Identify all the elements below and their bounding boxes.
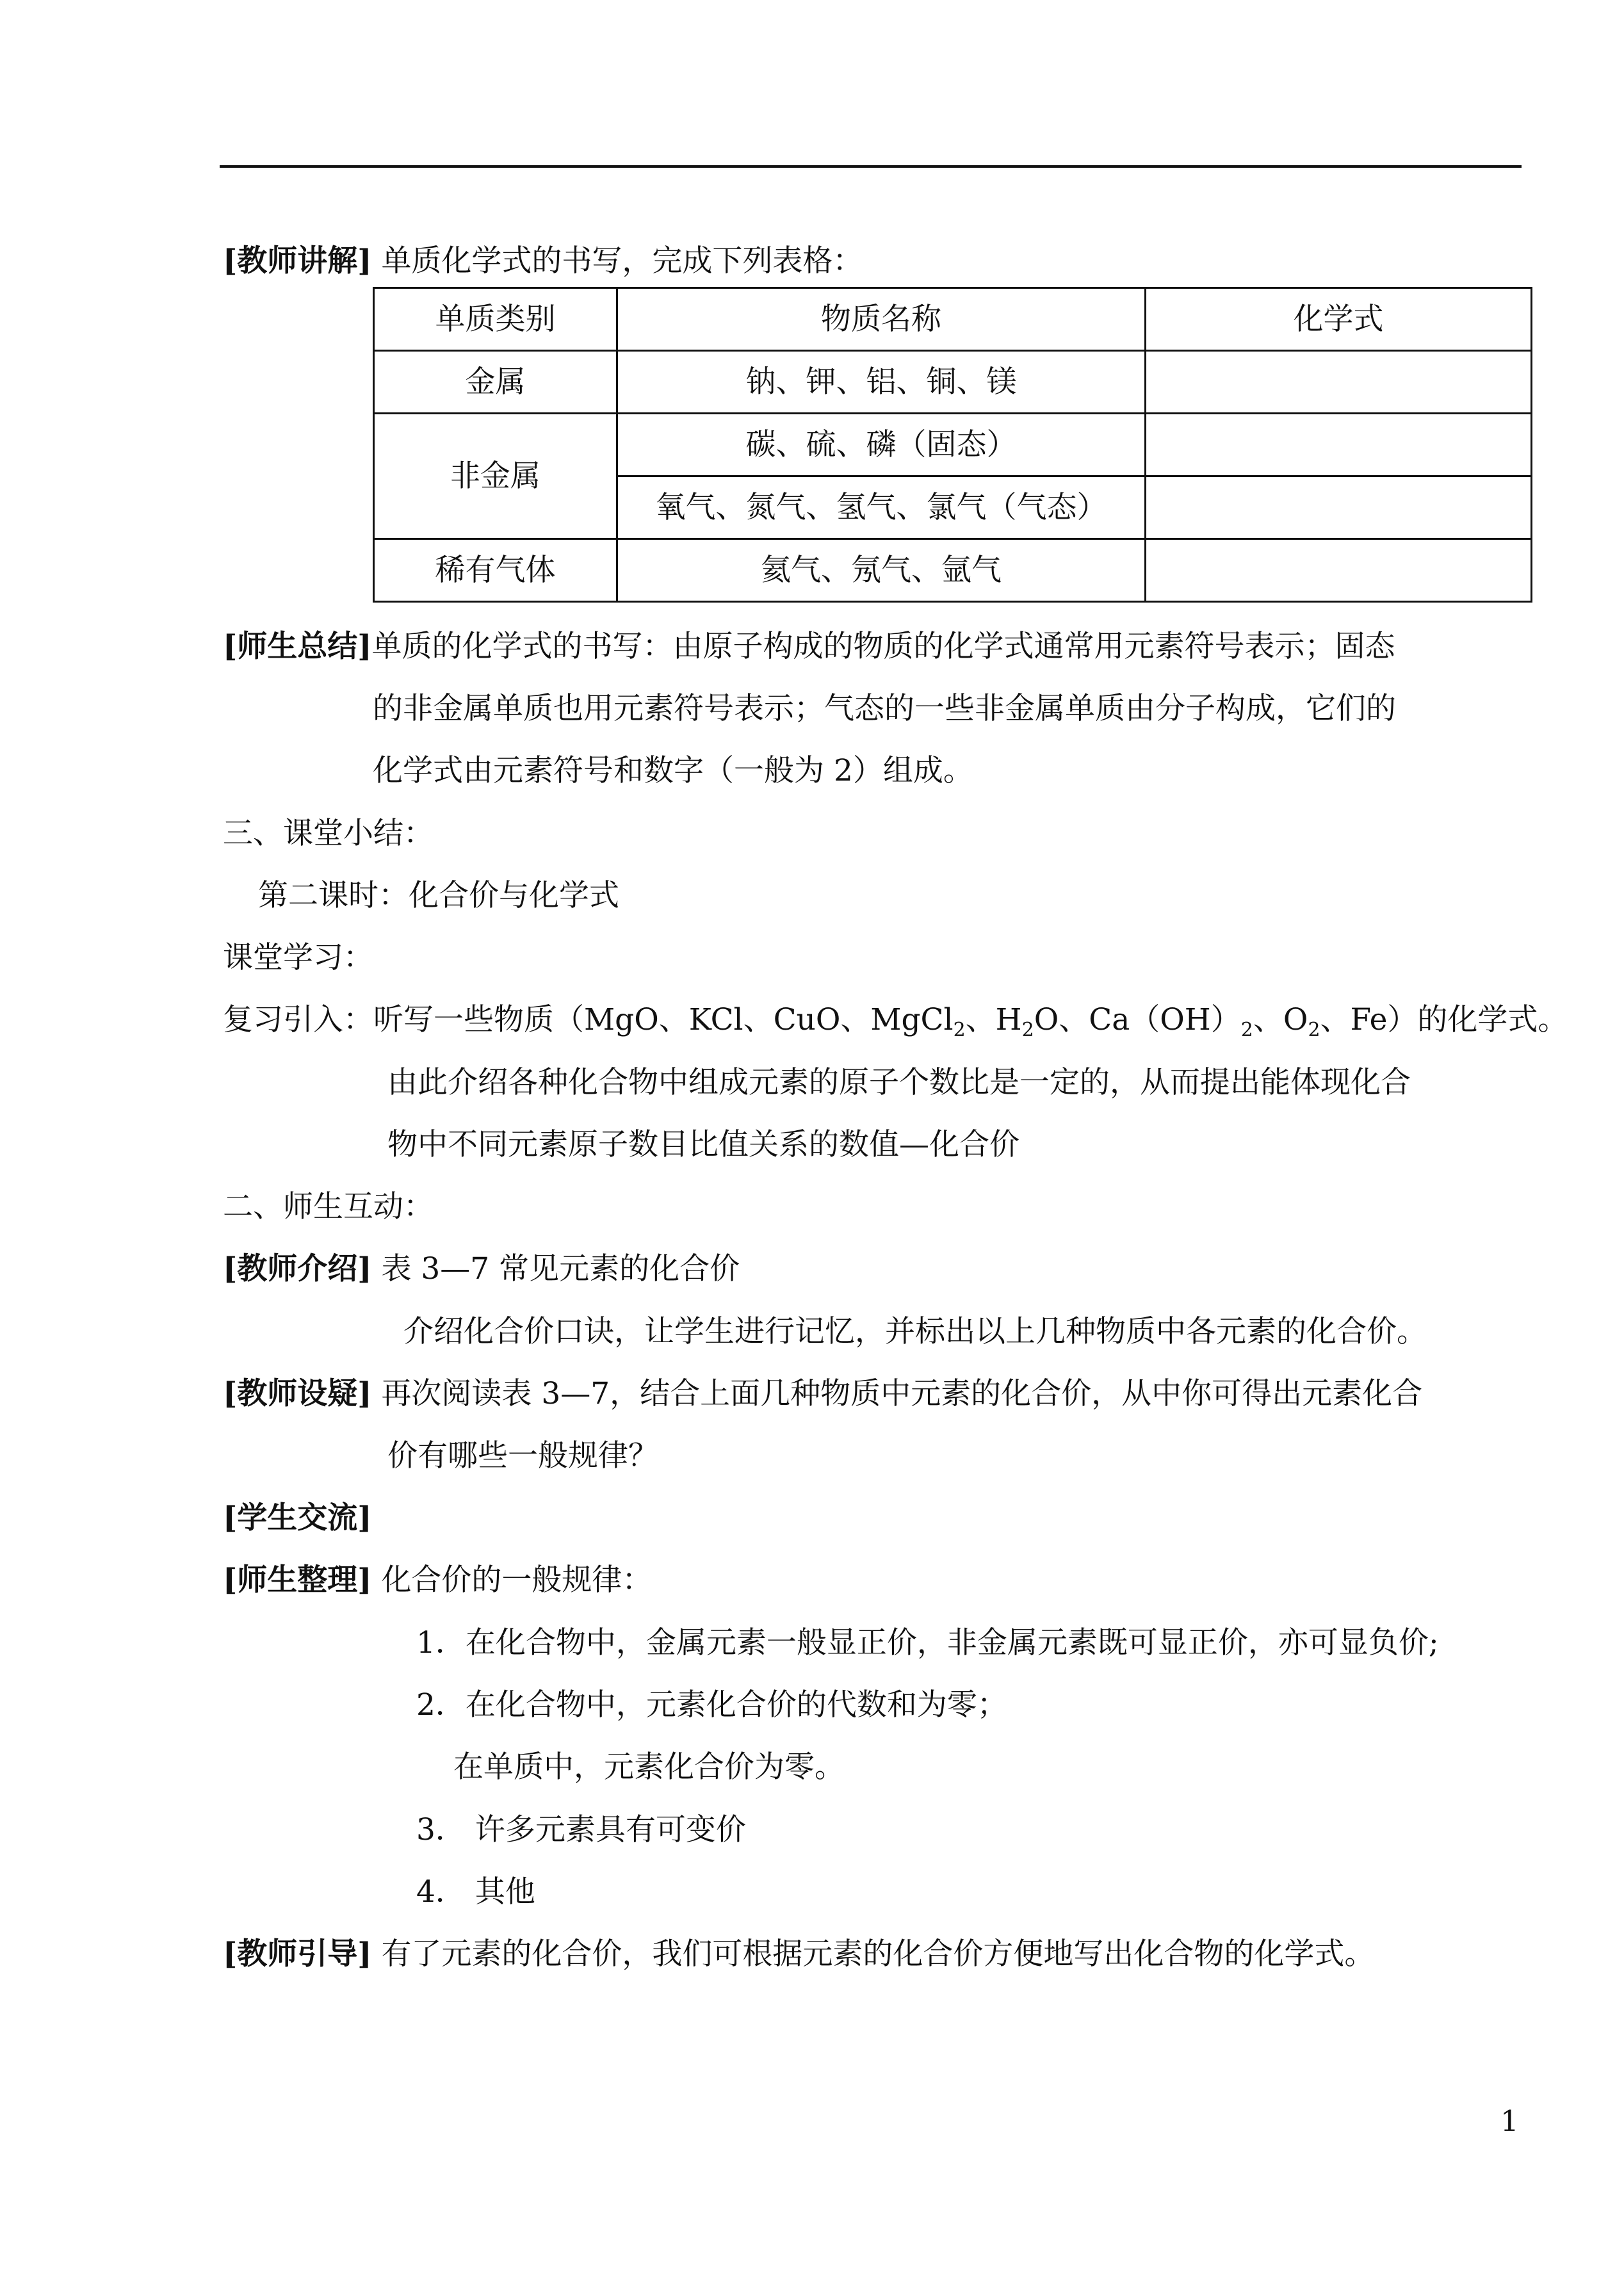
- tag-teacher-question: [教师设疑]: [223, 1376, 372, 1411]
- rule-item-1: 1．在化合物中，金属元素一般显正价，非金属元素既可显正价，亦可显负价;: [416, 1625, 1439, 1660]
- class-study-label: 课堂学习：: [223, 940, 373, 975]
- name-cell: 碳、硫、磷（固态）: [617, 414, 1146, 476]
- summary-text-1: 单质的化学式的书写：由原子构成的物质的化学式通常用元素符号表示；固态: [371, 629, 1395, 664]
- table-row: [374, 414, 1532, 476]
- section-teacher-explain: [223, 242, 863, 280]
- tag-teacher-intro: [教师介绍]: [223, 1251, 372, 1286]
- section-summary-line1: [223, 628, 1395, 666]
- review-line3: 物中不同元素原子数目比值关系的数值—化合价: [387, 1127, 1019, 1162]
- summary-text-3: 化学式由元素符号和数字（一般为 2）组成。: [373, 753, 973, 788]
- summary-text-2: 的非金属单质也用元素符号表示；气态的一些非金属单质由分子构成，它们的: [373, 691, 1396, 726]
- subscript: 2: [1021, 1019, 1034, 1041]
- teacher-intro-text: 表 3—7 常见元素的化合价: [381, 1251, 740, 1286]
- formula-cell: [1146, 351, 1532, 414]
- review-text: 、O: [1253, 1002, 1308, 1037]
- table-header: 化学式: [1146, 288, 1532, 351]
- review-text-prefix: 听写一些物质（MgO、KCl、CuO、MgCl: [373, 1002, 954, 1037]
- rule-item-2: 2．在化合物中，元素化合价的代数和为零；: [416, 1687, 1007, 1723]
- review-line1: [223, 1001, 1568, 1039]
- table-header: 物质名称: [617, 288, 1146, 351]
- teacher-explain-text: 单质化学式的书写，完成下列表格：: [381, 243, 863, 279]
- subscript: 2: [953, 1019, 966, 1041]
- review-text: 、H: [965, 1002, 1022, 1037]
- teacher-question-text: 再次阅读表 3—7，结合上面几种物质中元素的化合价，从中你可得出元素化合: [381, 1376, 1423, 1411]
- heading-class-summary: 三、课堂小结：: [223, 816, 434, 851]
- review-text: O、Ca（OH）: [1034, 1002, 1241, 1037]
- table-row: [374, 351, 1532, 414]
- rule-item-3: 3． 许多元素具有可变价: [416, 1812, 746, 1847]
- section-teacher-question: [223, 1375, 1422, 1413]
- subscript: 2: [1308, 1019, 1320, 1041]
- section-arrange: [223, 1561, 652, 1600]
- teacher-question-line2: 价有哪些一般规律？: [387, 1438, 658, 1473]
- name-cell: 氦气、氖气、氩气: [617, 539, 1146, 602]
- category-cell: 金属: [374, 351, 617, 414]
- tag-student-exchange: [学生交流]: [223, 1500, 372, 1536]
- review-text-suffix: 、Fe）的化学式。: [1320, 1002, 1568, 1037]
- formula-cell: [1146, 476, 1532, 539]
- header-rule: [220, 165, 1522, 168]
- category-cell: 非金属: [374, 414, 617, 539]
- review-label: 复习引入：: [223, 1002, 373, 1037]
- tag-teacher-explain: [教师讲解]: [223, 243, 372, 279]
- arrange-text: 化合价的一般规律：: [381, 1562, 653, 1598]
- element-table: [373, 287, 1532, 603]
- name-cell: 钠、钾、铝、铜、镁: [617, 351, 1146, 414]
- tag-teacher-student-summary: [师生总结]: [223, 629, 372, 664]
- page-number: 1: [1500, 2104, 1519, 2138]
- section-teacher-guide: [223, 1935, 1374, 1974]
- rule-item-2b: 在单质中，元素化合价为零。: [453, 1749, 845, 1785]
- section-teacher-intro: [223, 1250, 740, 1288]
- tag-teacher-student-arrange: [师生整理]: [223, 1562, 372, 1598]
- formula-cell: [1146, 414, 1532, 476]
- teacher-intro-line2: 介绍化合价口诀，让学生进行记忆，并标出以上几种物质中各元素的化合价。: [403, 1314, 1427, 1349]
- tag-teacher-guide: [教师引导]: [223, 1936, 372, 1972]
- rule-item-4: 4． 其他: [416, 1874, 535, 1910]
- heading-interaction: 二、师生互动：: [223, 1189, 434, 1224]
- teacher-guide-text: 有了元素的化合价，我们可根据元素的化合价方便地写出化合物的化学式。: [381, 1936, 1375, 1972]
- table-header-row: [374, 288, 1532, 351]
- table-header: 单质类别: [374, 288, 617, 351]
- subscript: 2: [1240, 1019, 1253, 1041]
- formula-cell: [1146, 539, 1532, 602]
- category-cell: 稀有气体: [374, 539, 617, 602]
- name-cell: 氧气、氮气、氢气、氯气（气态）: [617, 476, 1146, 539]
- review-line2: 由此介绍各种化合物中组成元素的原子个数比是一定的，从而提出能体现化合: [387, 1065, 1411, 1100]
- lesson-two-title: 第二课时：化合价与化学式: [258, 878, 619, 913]
- table-row: [374, 539, 1532, 602]
